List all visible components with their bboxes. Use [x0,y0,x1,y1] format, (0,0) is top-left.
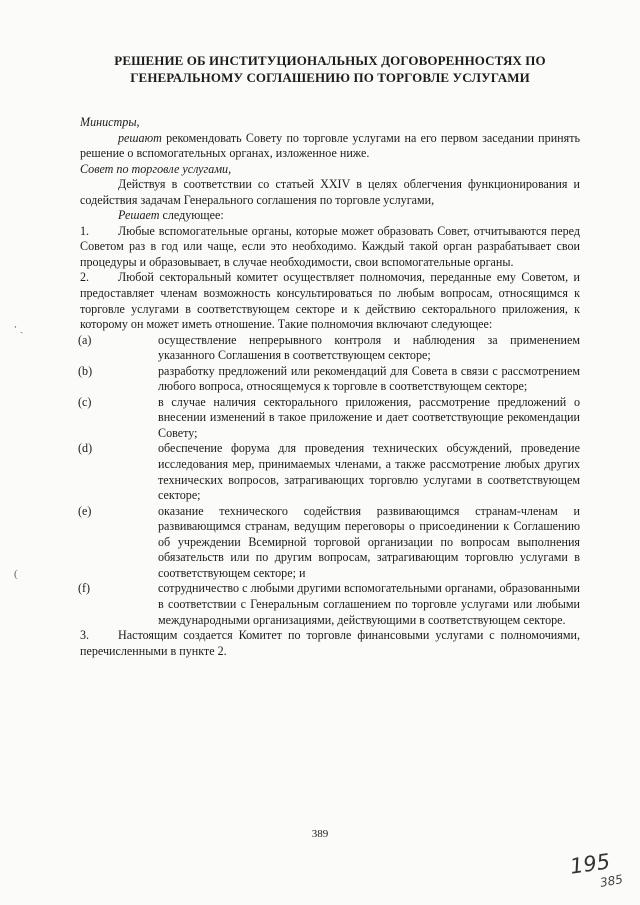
document-title [80,52,580,86]
title-line-1: РЕШЕНИЕ ОБ ИНСТИТУЦИОНАЛЬНЫХ ДОГОВОРЕННОСТЯХ ПО [114,53,546,68]
paragraph-3-text: Настоящим создается Комитет по торговле финансовыми услугами с полномочиями, перечисленными в пункте 2. [80,628,580,658]
list-item-label: (a) [78,332,92,347]
list-item-label: (e) [78,503,92,518]
paragraph-1-number: 1. [80,223,90,238]
margin-mark-icon: ⸱ ˎ [14,322,24,334]
list-item-c [80,395,580,442]
paragraph-1 [80,224,580,271]
document-body [80,115,580,659]
paragraph-3-number: 3. [80,628,90,643]
council-heading: Совет по торговле услугами, [80,161,232,176]
list-item-text: обеспечение форума для проведения технических обсуждений, проведение исследования мер, принимаемых членами, а также рассмотрение любых других технических вопросов, затрагивающих торговлю услугами в соответствующем секторе; [158,441,580,503]
list-item-label: (d) [78,441,93,456]
list-item-label: (f) [78,581,91,596]
list-item-label: (b) [78,363,93,378]
decides-text: следующее: [159,208,224,223]
acting-paragraph: Действуя в соответствии со статьей XXIV в целях облегчения функционирования и содействия задачам Генерального соглашения по торговле услугами, [80,177,580,207]
handwritten-number: 195 [568,849,612,879]
decide-word: решают [118,130,162,145]
list-item-text: разработку предложений или рекомендаций для Совета в связи с рассмотрением любого вопроса, относящемуся к торговле в соответствующем секторе; [158,363,580,394]
list-item-f [80,581,580,628]
list-item-a [80,333,580,364]
paragraph-2-number: 2. [80,270,90,285]
paragraph-2-text: Любой секторальный комитет осуществляет полномочия, переданные ему Советом, и предоставляет членам возможность консультироваться по любым вопросам, относящимся к торговле услугами в соответствующем секторе и к действию секторального приложения, к которому он может иметь отношение. Такие полномочия включают следующее: [80,270,580,332]
list-item-b [80,364,580,395]
paragraph-1-text: Любые вспомогательные органы, которые может образовать Совет, отчитываются перед Советом раз в год или чаще, если это необходимо. Каждый такой орган разрабатывает свои процедуры и образовывает, в случае необходимости, свои вспомогательные органы. [80,223,580,269]
title-line-2: ГЕНЕРАЛЬНОМУ СОГЛАШЕНИЮ ПО ТОРГОВЛЕ УСЛУГАМИ [130,70,530,85]
list-item-text: осуществление непрерывного контроля и наблюдения за применением указанного Соглашения в соответствующем секторе; [158,332,580,363]
decide-paragraph [80,131,580,162]
decides-word: Решает [118,208,160,223]
ministers-heading: Министры, [80,115,140,129]
list-item-label: (c) [78,394,92,409]
list-item-text: сотрудничество с любыми другими вспомогательными органами, образованными в соответствии с Генеральным соглашением по торговле услугами или любыми международными организациями, действующими в соответствующем секторе. [158,581,580,627]
decides-paragraph [80,208,580,224]
list-item-text: оказание технического содействия развивающимся странам-членам и развивающимся странам, ведущим переговоры о присоединении к Соглашению об учреждении Всемирной торговой организации по вопросам выполнения обязательств или по другим вопросам, затрагивающим торговлю услугами в соответствующем секторе; и [158,503,580,580]
list-item-e [80,504,580,582]
list-item-text: в случае наличия секторального приложения, рассмотрение предложений о внесении изменений в такое приложение и дает соответствующие рекомендации Совету; [158,394,580,440]
handwritten-number-small: 385 [598,872,624,890]
margin-bracket-icon: ( [14,568,18,580]
list-item-d [80,441,580,503]
paragraph-2 [80,270,580,332]
paragraph-3 [80,628,580,659]
decide-text: рекомендовать Совету по торговле услугами на его первом заседании принять решение о вспомогательных органах, изложенное ниже. [80,130,580,161]
page-number: 389 [311,828,329,840]
